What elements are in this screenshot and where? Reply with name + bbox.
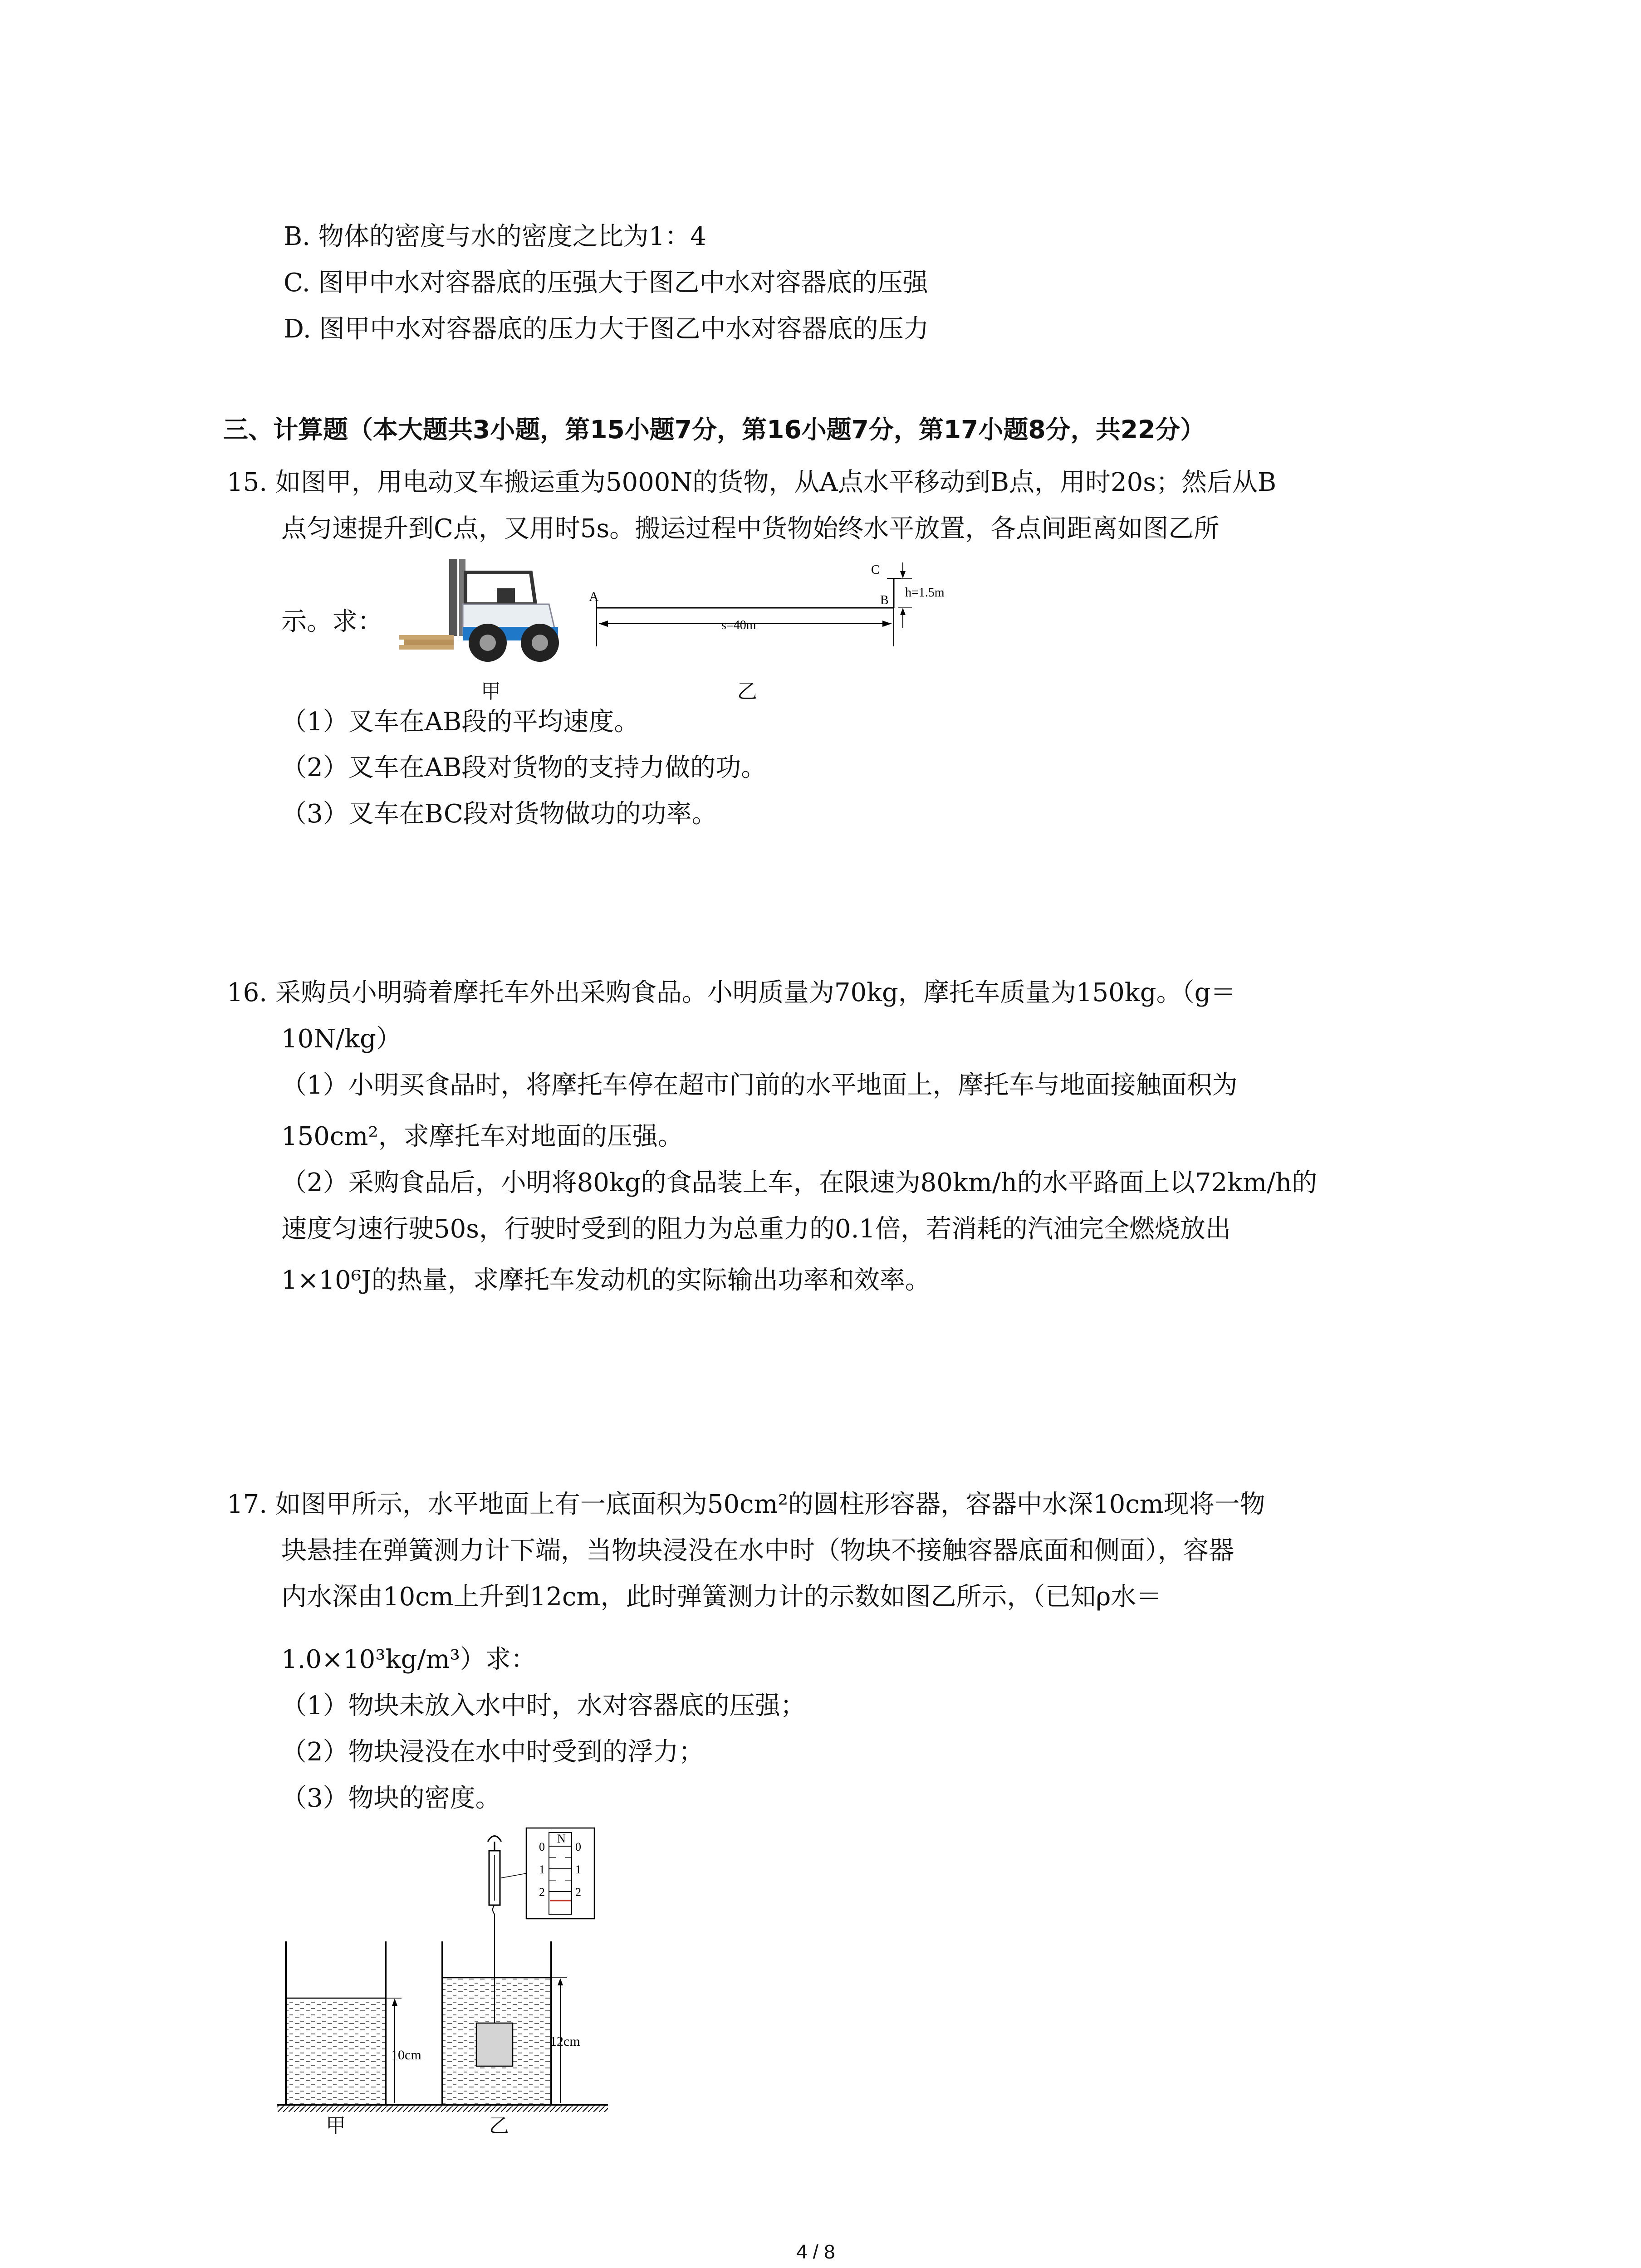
scale-tick-2-right: 2: [575, 1886, 581, 1899]
q17-line1: 17. 如图甲所示，水平地面上有一底面积为50cm²的圆柱形容器，容器中水深10cm现将一物: [227, 1490, 1265, 1519]
option-d: D. 图甲中水对容器底的压力大于图乙中水对容器底的压力: [284, 314, 929, 344]
fig17-label-jia: 甲: [326, 2114, 346, 2137]
q17-sub2: （2）物块浸没在水中时受到的浮力；: [281, 1737, 704, 1767]
q16-line2: 10N/kg）: [281, 1024, 402, 1054]
option-c: C. 图甲中水对容器底的压强大于图乙中水对容器底的压强: [284, 268, 928, 298]
label-B: B: [880, 593, 889, 607]
distance-diagram: [585, 560, 957, 665]
scale-tick-1-left: 1: [539, 1863, 545, 1876]
fig15-label-yi: 乙: [737, 680, 757, 703]
q15-sub1: （1）叉车在AB段的平均速度。: [281, 707, 640, 737]
q16-line1: 16. 采购员小明骑着摩托车外出采购食品。小明质量为70kg，摩托车质量为150kg。（g＝: [227, 978, 1236, 1007]
scale-tick-0-left: 0: [539, 1840, 545, 1853]
q16-sub1b: 150cm²，求摩托车对地面的压强。: [281, 1122, 683, 1151]
q15-sub3: （3）叉车在BC段对货物做功的功率。: [281, 799, 717, 829]
q16-sub2c: 1×10⁶J的热量，求摩托车发动机的实际输出功率和效率。: [281, 1266, 931, 1295]
q16-sub2b: 速度匀速行驶50s，行驶时受到的阻力为总重力的0.1倍，若消耗的汽油完全燃烧放出: [281, 1214, 1231, 1244]
scale-tick-2-left: 2: [539, 1886, 545, 1899]
fig15-label-jia: 甲: [481, 680, 501, 703]
scale-unit: N: [557, 1832, 566, 1845]
label-s: s=40m: [721, 618, 756, 632]
option-b: B. 物体的密度与水的密度之比为1：4: [284, 222, 707, 251]
q15-sub2: （2）叉车在AB段对货物的支持力做的功。: [281, 753, 767, 782]
scale-tick-1-right: 1: [575, 1863, 581, 1876]
container-figure: [272, 1823, 617, 2141]
q15-line1: 15. 如图甲，用电动叉车搬运重为5000N的货物，从A点水平移动到B点，用时20s；然后从B: [227, 468, 1277, 497]
depth-label-yi: 12cm: [550, 2034, 580, 2049]
fig17-label-yi: 乙: [489, 2114, 509, 2137]
label-C: C: [871, 563, 880, 577]
depth-label-jia: 10cm: [391, 2048, 421, 2063]
section-heading: 三、计算题（本大题共3小题，第15小题7分，第16小题7分，第17小题8分，共22分）: [223, 415, 1205, 444]
q17-line3: 内水深由10cm上升到12cm，此时弹簧测力计的示数如图乙所示，（已知ρ水＝: [281, 1582, 1162, 1612]
q16-sub2a: （2）采购食品后，小明将80kg的食品装上车，在限速为80km/h的水平路面上以72km/h的: [281, 1168, 1318, 1198]
forklift-illustration: [399, 554, 563, 668]
label-h: h=1.5m: [905, 586, 945, 600]
q17-sub3: （3）物块的密度。: [281, 1784, 501, 1813]
q17-line4: 1.0×10³kg/m³）求：: [281, 1645, 536, 1674]
scale-tick-0-right: 0: [575, 1840, 581, 1853]
label-A: A: [589, 589, 599, 604]
q15-line2: 点匀速提升到C点，又用时5s。搬运过程中货物始终水平放置，各点间距离如图乙所: [281, 514, 1220, 543]
q15-line3: 示。求：: [281, 607, 383, 636]
page-number: 4 / 8: [796, 2241, 835, 2263]
q16-sub1a: （1）小明买食品时，将摩托车停在超市门前的水平地面上，摩托车与地面接触面积为: [281, 1070, 1238, 1100]
q17-sub1: （1）物块未放入水中时，水对容器底的压强；: [281, 1691, 806, 1721]
q17-line2: 块悬挂在弹簧测力计下端，当物块浸没在水中时（物块不接触容器底面和侧面），容器: [281, 1536, 1234, 1565]
